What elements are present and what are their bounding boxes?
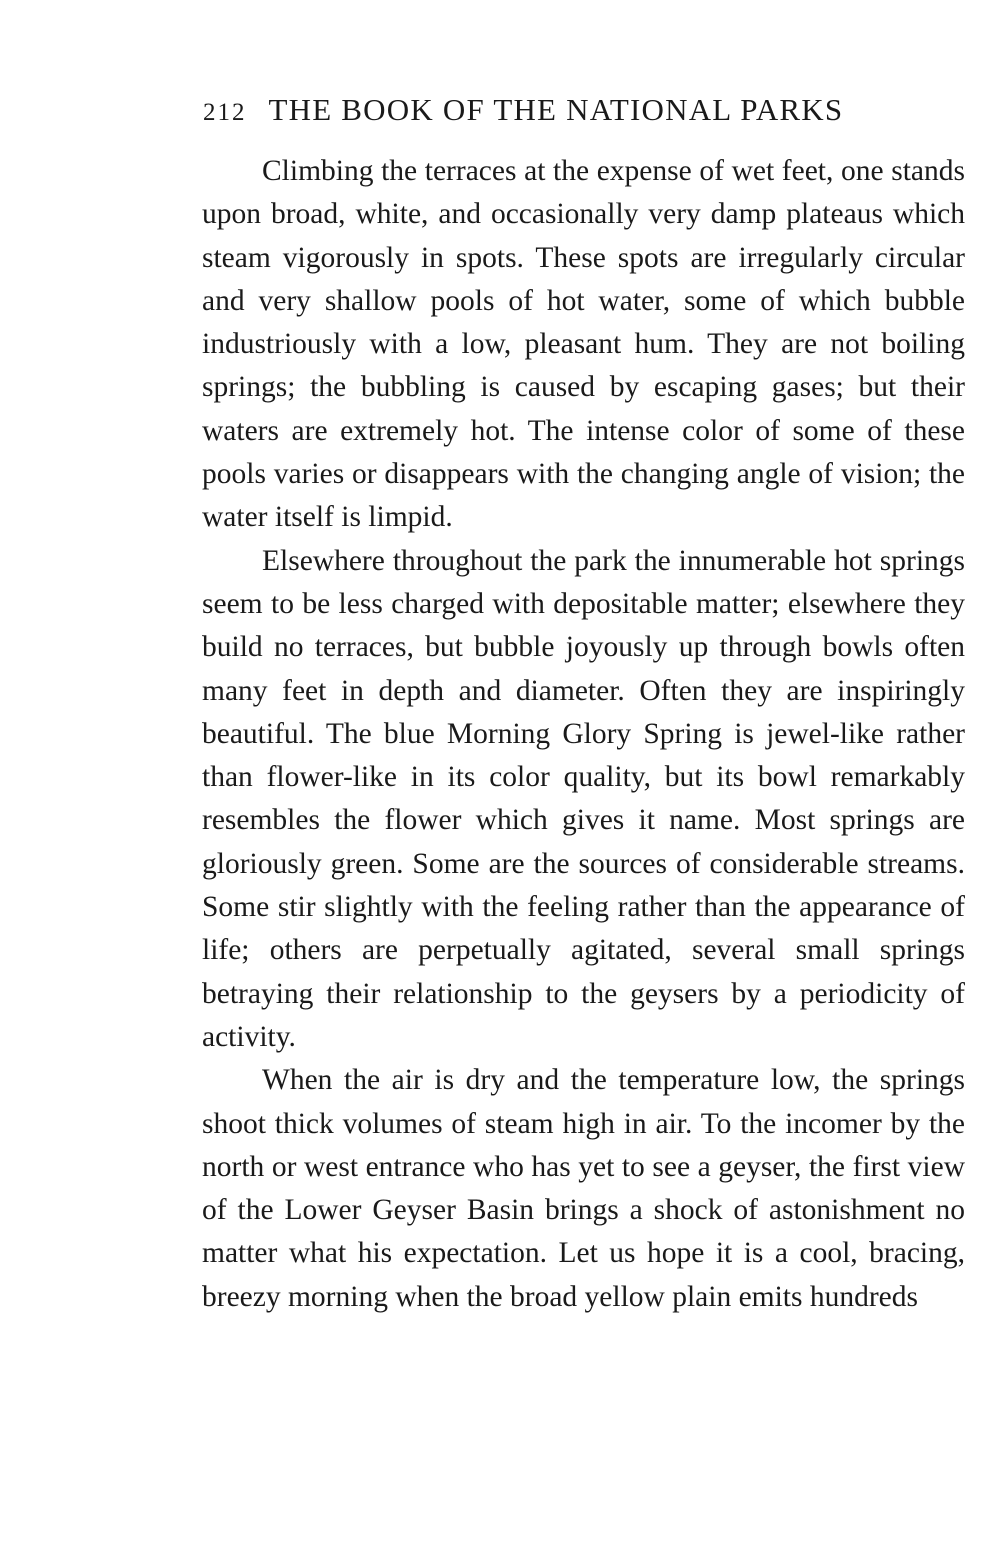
paragraph-geyser-basin: When the air is dry and the temperature low, the springs shoot thick volumes of steam high in air. To the incomer by the north or west entrance who has yet to see a geyser, the first view of the Lower Geyser Basin brings a shock of astonishment no matter what his expectation. Let us hope it is a cool, bracing, breezy morning when the broad yellow plain emits hundreds (202, 1064, 965, 1313)
book-title: THE BOOK OF THE NATIONAL PARKS (268, 92, 844, 127)
running-head (203, 92, 965, 136)
paragraph-terraces: Climbing the terraces at the expense of wet feet, one stands upon broad, white, and occasionally very damp plateaus which steam vigorously in spots. These spots are irregularly circular and very shallow pools of hot water, some of which bubble industriously with a low, pleasant hum. They are not boiling springs; the bubbling is caused by escaping gases; but their waters are extremely hot. The intense color of some of these pools varies or disappears with the changing angle of vision; the water itself is limpid. (202, 155, 965, 534)
body-text (202, 150, 965, 1319)
page-number: 212 (203, 99, 247, 126)
paragraph-hot-springs: Elsewhere throughout the park the innumerable hot springs seem to be less charged with depositable matter; elsewhere they build no terraces, but bubble joyously up through bowls often many feet in depth and diameter. Often they are inspiringly beautiful. The blue Morning Glory Spring is jewel-like rather than flower-like in its color quality, but its bowl remarkably resembles the flower which gives it name. Most springs are gloriously green. Some are the sources of considerable streams. Some stir slightly with the feeling rather than the appearance of life; others are perpetually agitated, several small springs betraying their relationship to the geysers by a periodicity of activity. (202, 544, 965, 1053)
